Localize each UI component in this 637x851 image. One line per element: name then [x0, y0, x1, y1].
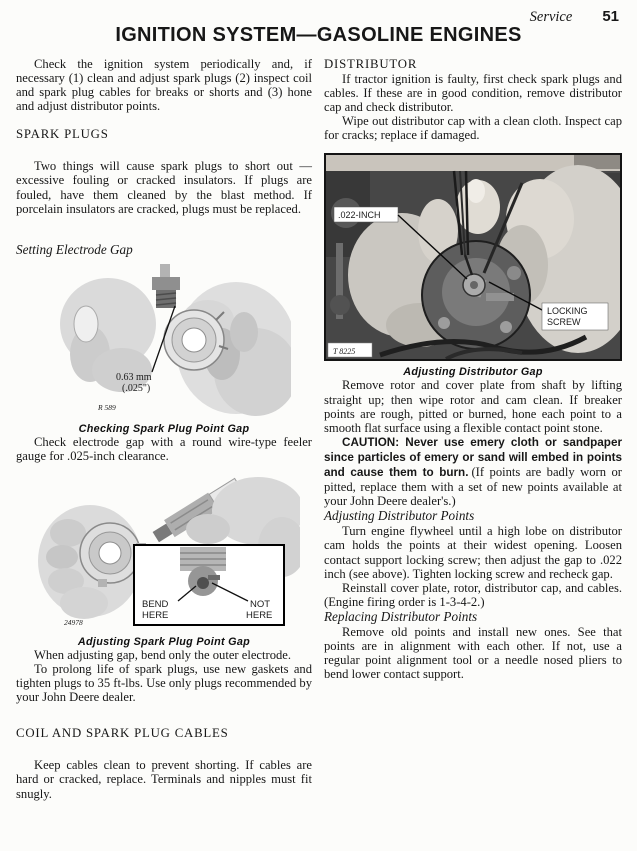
bend-paragraph: When adjusting gap, bend only the outer electrode.	[34, 647, 292, 662]
running-title: Service	[529, 9, 573, 25]
spark-plugs-paragraph: Two things will cause spark plugs to short out — excessive fouling or cracked insulators. If plugs are fouled, have them cleaned by the blast method. If porcelain insulators are cracked, plugs must be replaced.	[16, 159, 312, 216]
replacing-points-heading: Replacing Distributor Points	[324, 608, 478, 624]
gap-callout-line1: 0.63 mm	[116, 371, 152, 383]
page-number: 51	[602, 8, 619, 25]
intro-paragraph: Check the ignition system periodically and, if necessary (1) clean and adjust spark plugs (2) inspect coil and spark plug cables for breaks or shorts and (3) hone and adjust distributor points.	[16, 57, 312, 114]
left-column	[16, 57, 312, 801]
adjusting-points-heading: Adjusting Distributor Points	[324, 508, 475, 524]
faulty-paragraph: If tractor ignition is faulty, first check spark plugs and cables. If these are in good condition, remove distributor cap and check distributor.	[324, 72, 622, 115]
distributor-heading: DISTRIBUTOR	[324, 57, 418, 71]
caution-rest-text: (If points are badly worn or pitted, replace them with a set of new points available at your John Deere dealer's.)	[324, 465, 623, 509]
remove-points-paragraph: Remove old points and install new ones. See that points are in alignment with each other. If not, use a regular point alignment tool or a needle nosed pliers to bend lower contact support.	[324, 624, 622, 682]
not-here-label-line2: HERE	[246, 609, 273, 621]
reinstall-paragraph: Reinstall cover plate, rotor, distributor cap, and cables. (Engine firing order is 1-3-4-2.)	[324, 580, 622, 609]
caution-paragraph	[324, 435, 622, 508]
photo-code-r589: R 589	[98, 402, 116, 412]
caution-bold-text: CAUTION: Never use emery cloth or sandpaper since particles of emery or sand will embed in points and cause them to burn.	[324, 435, 622, 480]
rotor-paragraph: Remove rotor and cover plate from shaft by lifting straight up; then wipe rotor and cam clean. If breaker points are rough, pitted or burned, hone each point to a smooth flat surface using a flexible contact point stone.	[324, 378, 622, 435]
locking-screw-label-line1: LOCKING	[547, 306, 588, 317]
locking-screw-label-line2: SCREW	[547, 317, 581, 328]
setting-electrode-gap-heading: Setting Electrode Gap	[16, 241, 133, 257]
wipe-paragraph: Wipe out distributor cap with a clean cloth. Inspect cap for cracks; replace if damaged.	[324, 114, 622, 143]
turn-flywheel-paragraph: Turn engine flywheel until a high lobe on distributor cam holds the points at their widest opening. Loosen contact support locking screw; then adjust the gap to .022 inch (see above). Tighten locking screw and recheck gap.	[324, 524, 622, 581]
coil-cables-paragraph: Keep cables clean to prevent shorting. If cables are hard or cracked, replace. Terminals and nipples must fit snugly.	[16, 758, 312, 801]
coil-cables-heading: COIL AND SPARK PLUG CABLES	[16, 726, 229, 741]
photo-code-24978: 24978	[64, 617, 83, 627]
figure1-caption: Checking Spark Plug Point Gap	[78, 422, 250, 435]
figure-checking-spark-plug-gap	[16, 262, 312, 435]
right-column	[324, 57, 622, 681]
checking-gap-illustration	[56, 262, 291, 418]
bend-here-label-line1: BEND	[142, 598, 169, 610]
spark-plugs-heading: SPARK PLUGS	[16, 127, 109, 142]
figure3-caption: Adjusting Distributor Gap	[403, 366, 543, 379]
figure-adjusting-distributor-gap	[324, 153, 622, 378]
page-title: IGNITION SYSTEM—GASOLINE ENGINES	[115, 24, 522, 46]
check-gap-paragraph: Check electrode gap with a round wire-type feeler gauge for .025-inch clearance.	[16, 434, 312, 463]
distributor-photo	[324, 153, 622, 361]
gap-callout-line2: (.025")	[122, 382, 151, 394]
adjusting-gap-illustration	[38, 473, 300, 631]
distributor-photo-image	[326, 155, 620, 359]
prolong-paragraph: To prolong life of spark plugs, use new gaskets and tighten plugs to 35 ft-lbs. Use only plugs recommended by your John Deere dealer.	[16, 662, 312, 705]
bend-here-label-line2: HERE	[142, 609, 169, 621]
photo-code-t8225: T 8225	[333, 347, 356, 357]
figure-adjusting-spark-plug-gap	[16, 473, 312, 648]
gap-dimension-label: .022-INCH	[338, 210, 381, 221]
not-here-label-line1: NOT	[250, 598, 271, 610]
figure2-caption: Adjusting Spark Plug Point Gap	[77, 635, 251, 648]
